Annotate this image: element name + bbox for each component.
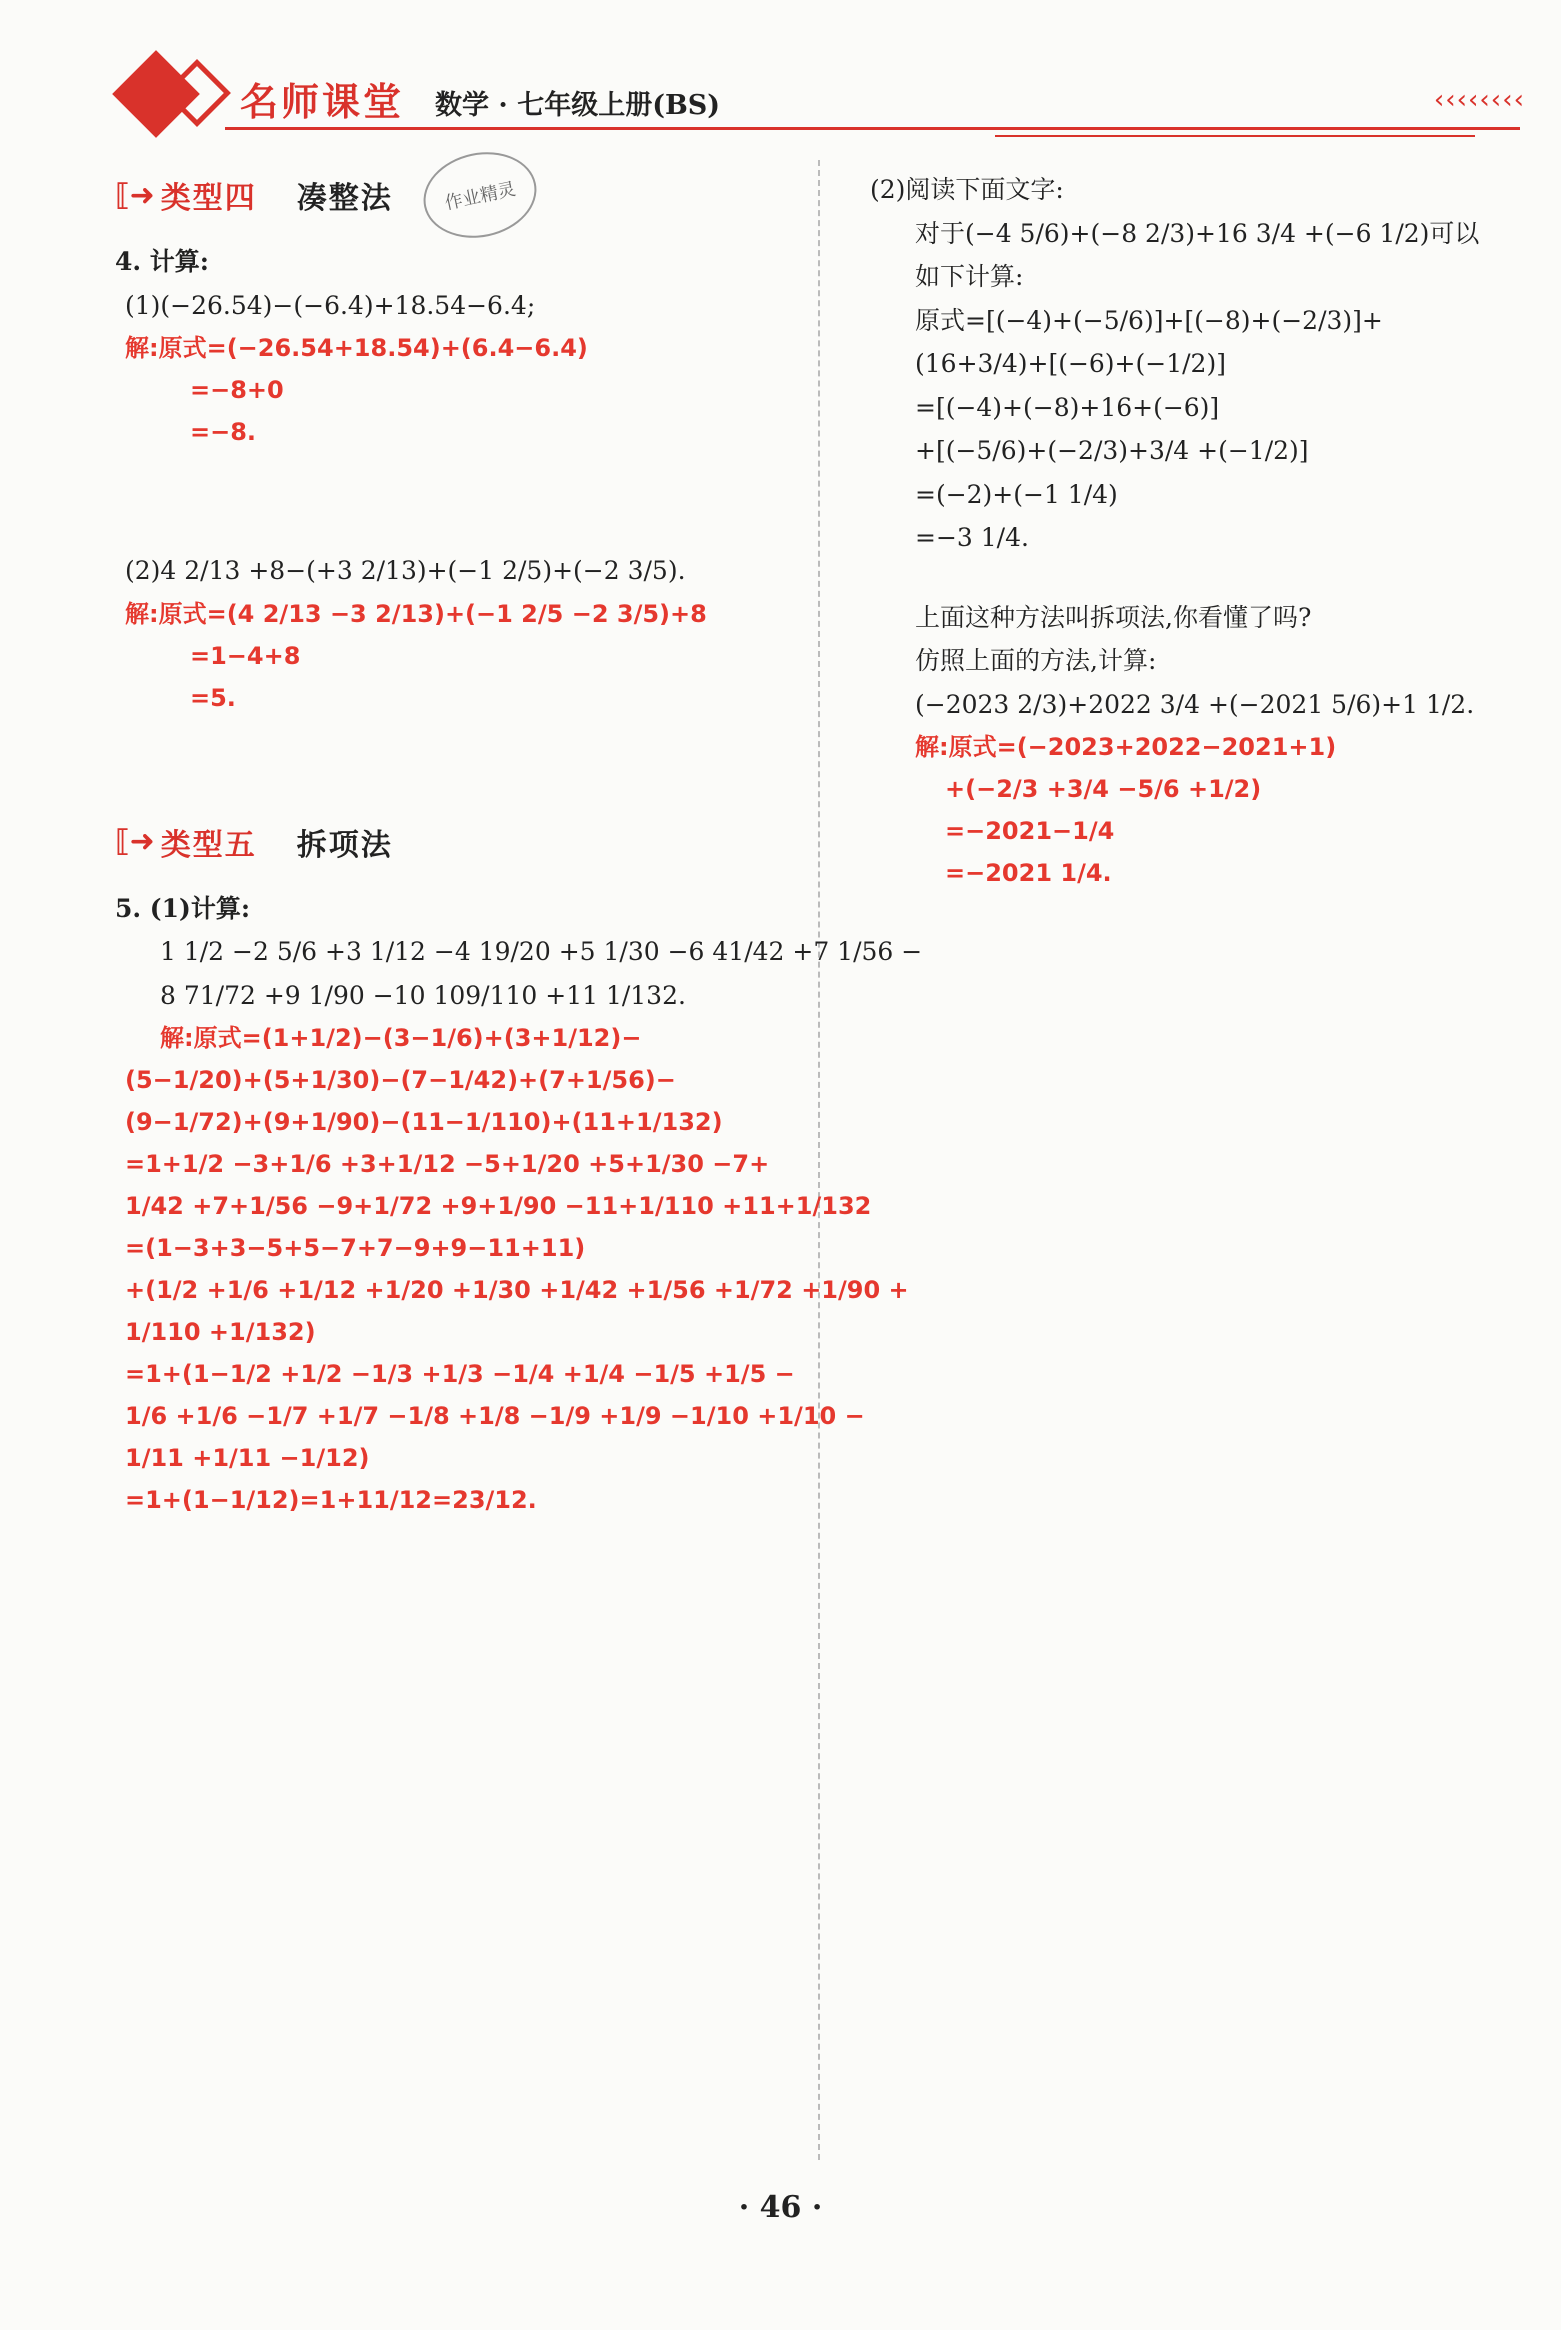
reading-line: +[(−5/6)+(−2/3)+3/4 +(−1/2)] [915,436,1309,465]
section-arrow-icon: ⟦➜ [115,177,155,213]
q5-solution-line: 1/11 +1/11 −1/12) [125,1444,370,1472]
q5-p2-solution-line: 解:原式=(−2023+2022−2021+1) [915,733,1337,761]
question-5-expression: 1 1/2 −2 5/6 +3 1/12 −4 19/20 +5 1/30 −6 41/42 +7 1/56 − [160,937,923,966]
header-chevrons-icon: ‹‹‹‹‹‹‹‹ [1433,85,1525,115]
right-column [870,165,1540,897]
q4-p2-solution-line: =5. [190,683,236,712]
reading-line: =(−2)+(−1 1/4) [915,479,1118,509]
reading-line: (16+3/4)+[(−6)+(−1/2)] [915,349,1226,378]
q5-p2-solution-line: +(−2/3 +3/4 −5/6 +1/2) [945,775,1262,803]
q5-solution-line: 解:原式=(1+1/2)−(3−1/6)+(3+1/12)− [160,1024,642,1052]
question-5-title: 5. (1)计算: [115,893,251,923]
q5-solution-line: 1/110 +1/132) [125,1318,316,1346]
page-number: · 46 · [738,2190,823,2225]
book-subtitle: 数学 · 七年级上册(BS) [435,90,721,121]
section-5-label: 类型五 [160,827,257,863]
q5-solution-line: (5−1/20)+(5+1/30)−(7−1/42)+(7+1/56)− [125,1066,676,1094]
reading-line: 对于(−4 5/6)+(−8 2/3)+16 3/4 +(−6 1/2)可以 [915,218,1480,248]
section-arrow-icon: ⟦➜ [115,824,155,859]
question-4-part-1: (1)(−26.54)−(−6.4)+18.54−6.4; [125,290,536,320]
header-rule-secondary [995,135,1475,137]
q5-solution-line: 1/6 +1/6 −1/7 +1/7 −1/8 +1/8 −1/9 +1/9 −1/10 +1/10 − [125,1402,865,1430]
q5-p2-solution-line: =−2021 1/4. [945,859,1112,887]
page-header [115,55,1525,145]
q5-p2-solution-line: =−2021−1/4 [945,817,1115,845]
section-4-heading [115,165,805,225]
q4-p1-solution-line: =−8. [190,418,257,446]
reading-line: =[(−4)+(−8)+16+(−6)] [915,392,1220,422]
reading-line: 如下计算: [915,262,1024,291]
question-prompt-line: 仿照上面的方法,计算: [915,646,1157,675]
watermark-stamp: 作业精灵 [415,142,544,248]
section-5-name: 拆项法 [296,827,393,863]
q4-p2-solution-line: =1−4+8 [190,641,301,670]
question-prompt-line: (−2023 2/3)+2022 3/4 +(−2021 5/6)+1 1/2. [915,689,1475,719]
q4-p1-solution-line: 解:原式=(−26.54+18.54)+(6.4−6.4) [125,334,588,362]
reading-line: 原式=[(−4)+(−5/6)]+[(−8)+(−2/3)]+ [915,305,1383,335]
question-4-part-2: (2)4 2/13 +8−(+3 2/13)+(−1 2/5)+(−2 3/5). [125,556,686,585]
question-4-title: 4. 计算: [115,247,210,276]
q5-solution-line: 1/42 +7+1/56 −9+1/72 +9+1/90 −11+1/110 +11+1/132 [125,1192,872,1220]
q5-solution-line: =(1−3+3−5+5−7+7−9+9−11+11) [125,1234,586,1262]
q4-p1-solution-line: =−8+0 [190,376,284,404]
question-prompt-line: 上面这种方法叫拆项法,你看懂了吗? [915,602,1312,632]
left-column [115,165,923,1524]
question-5-expression: 8 71/72 +9 1/90 −10 109/110 +11 1/132. [160,980,686,1010]
question-5-part-2-title: (2)阅读下面文字: [870,175,1064,204]
q5-solution-line: =1+1/2 −3+1/6 +3+1/12 −5+1/20 +5+1/30 −7+ [125,1150,770,1178]
q5-solution-line: (9−1/72)+(9+1/90)−(11−1/110)+(11+1/132) [125,1108,723,1136]
book-series-title: 名师课堂 [240,80,405,124]
q5-solution-line: =1+(1−1/12)=1+11/12=23/12. [125,1486,537,1514]
section-4-label: 类型四 [160,181,257,216]
q4-p2-solution-line: 解:原式=(4 2/13 −3 2/13)+(−1 2/5 −2 3/5)+8 [125,599,707,628]
q5-solution-line: +(1/2 +1/6 +1/12 +1/20 +1/30 +1/42 +1/56 +1/72 +1/90 + [125,1276,909,1304]
header-rule [225,127,1520,130]
q5-solution-line: =1+(1−1/2 +1/2 −1/3 +1/3 −1/4 +1/4 −1/5 +1/5 − [125,1360,795,1388]
column-divider [818,160,820,2160]
section-4-name: 凑整法 [296,181,393,216]
section-5-heading [115,812,805,872]
reading-line: =−3 1/4. [915,523,1029,552]
